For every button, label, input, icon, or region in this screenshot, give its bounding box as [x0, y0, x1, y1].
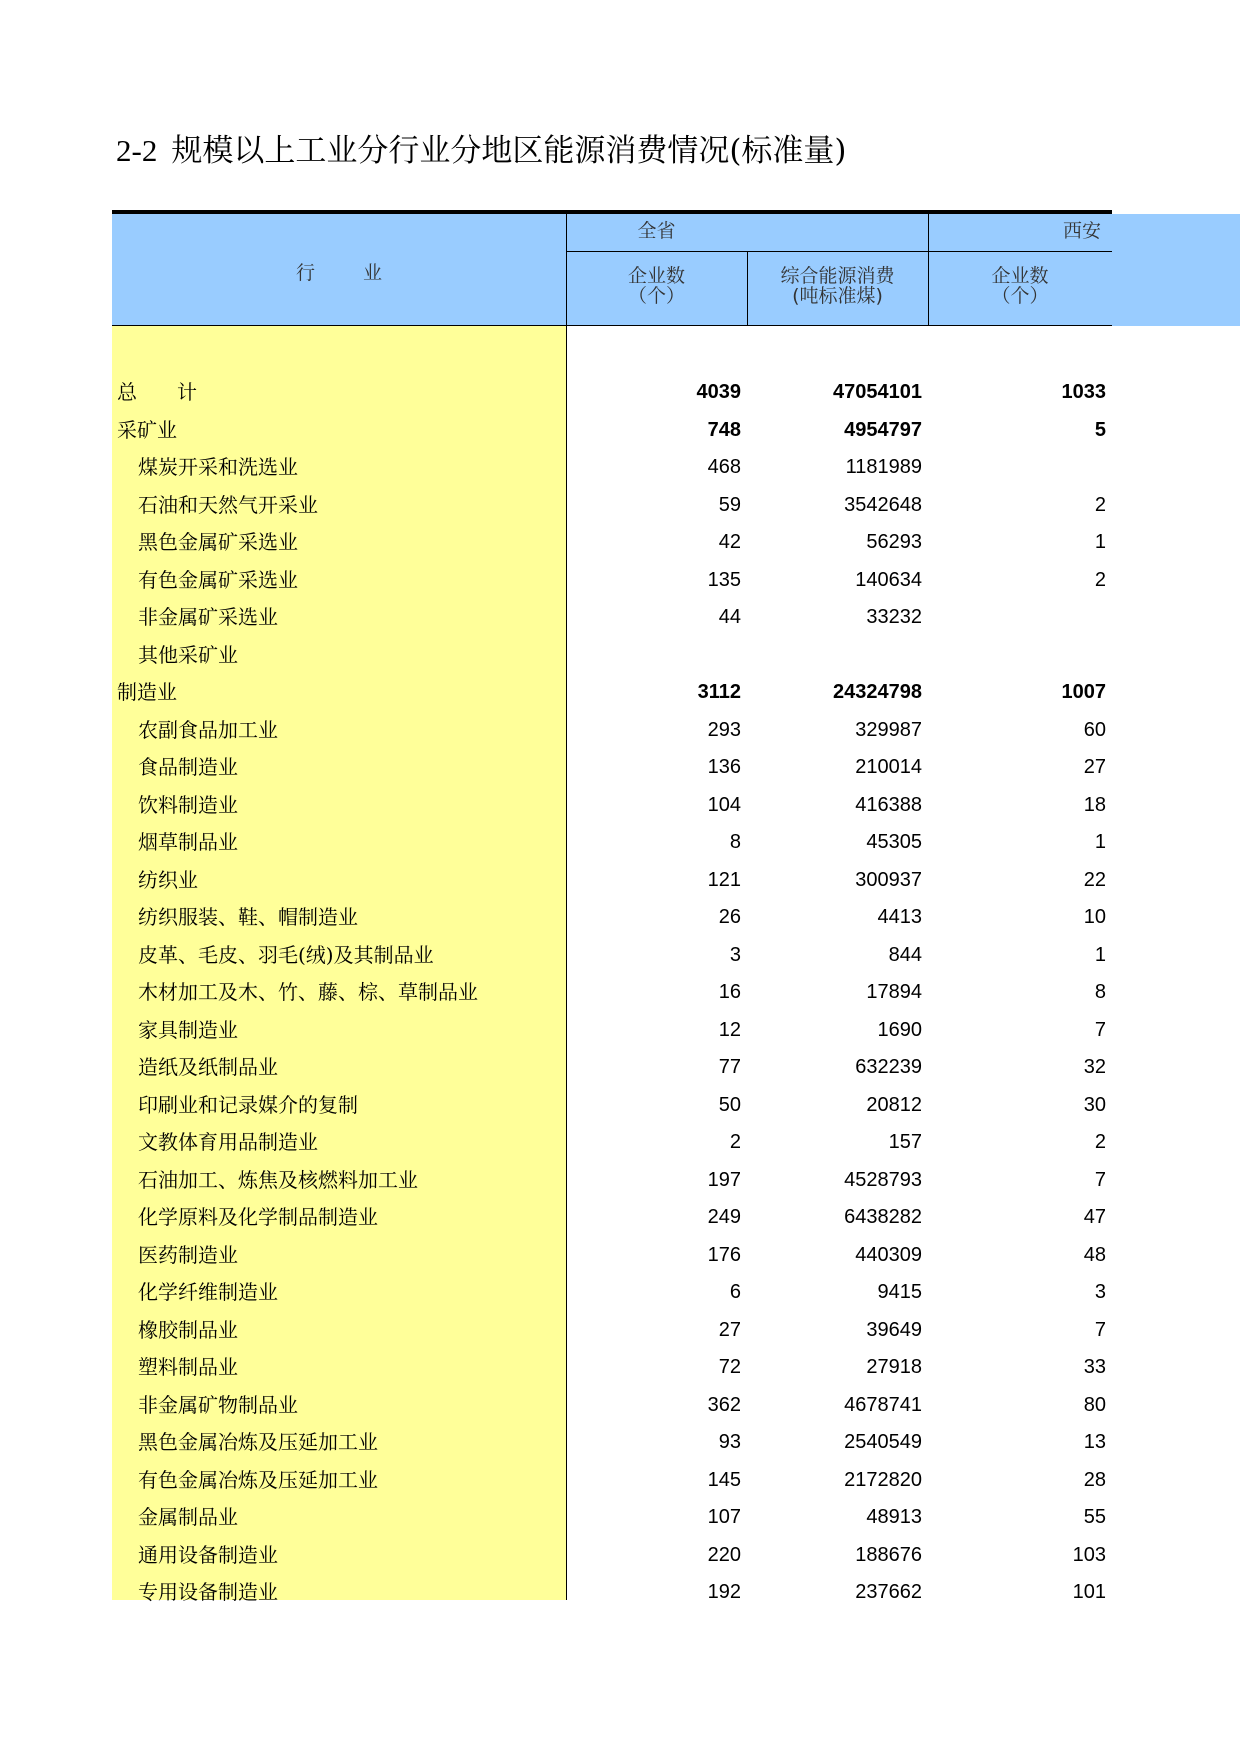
energy-value: 6438282: [844, 1206, 922, 1228]
enterprises-value: 107: [707, 1506, 741, 1528]
xian-enterprises-value: 103: [1072, 1543, 1106, 1566]
industry-name: 文教体育用品制造业: [138, 1130, 318, 1154]
enterprises-value: 135: [707, 568, 741, 591]
energy-value: 2540549: [844, 1431, 922, 1453]
xian-enterprises-value: 3: [1094, 1281, 1106, 1303]
industry-name: 化学纤维制造业: [138, 1280, 278, 1304]
enterprises-value: 3112: [697, 681, 741, 703]
energy-value: 39649: [866, 1318, 922, 1341]
enterprises-value: 249: [707, 1206, 741, 1228]
industry-name: 黑色金属冶炼及压延加工业: [138, 1430, 378, 1454]
enterprises-value: 293: [707, 718, 741, 741]
table-row: [112, 1537, 1112, 1574]
energy-value: 157: [888, 1131, 922, 1153]
energy-value: 24324798: [833, 681, 922, 703]
enterprises-value: 192: [707, 1581, 741, 1603]
xian-enterprises-value: 101: [1072, 1581, 1106, 1603]
energy-value: 20812: [866, 1093, 922, 1116]
xian-enterprises-value: 1007: [1061, 681, 1106, 703]
table-row: [112, 1237, 1112, 1274]
xian-enterprises-value: 27: [1083, 756, 1106, 778]
industry-name: 通用设备制造业: [138, 1542, 278, 1567]
xian-enterprises-value: 7: [1094, 1018, 1106, 1041]
enterprises-value: 220: [707, 1543, 741, 1566]
enterprises-value: 42: [718, 531, 741, 553]
enterprises-value: 50: [718, 1093, 741, 1116]
energy-value: 45305: [866, 831, 922, 853]
xian-enterprises-value: [928, 637, 1106, 674]
header-subdivider: [566, 251, 1112, 252]
enterprises-value: 4039: [696, 381, 741, 403]
xian-enterprises-label: 企业数: [991, 265, 1049, 287]
xian-enterprises-value: 48: [1083, 1243, 1106, 1266]
industry-name: 非金属矿物制品业: [138, 1392, 298, 1417]
xian-enterprises-value: 7: [1094, 1318, 1106, 1341]
energy-value: 4954797: [844, 418, 922, 441]
xian-enterprises-value: 22: [1083, 868, 1106, 891]
xian-enterprises-value: 32: [1083, 1056, 1106, 1078]
table-row: [112, 1199, 1112, 1236]
xian-enterprises-value: 30: [1083, 1093, 1106, 1116]
table-row: [112, 1312, 1112, 1349]
industry-name: 非金属矿采选业: [138, 605, 278, 629]
industry-name: 专用设备制造业: [138, 1580, 278, 1604]
industry-name: 烟草制品业: [138, 830, 238, 854]
xian-enterprises-value: 1: [1094, 943, 1106, 966]
region-whole-province: 全省: [637, 220, 676, 242]
energy-value: 56293: [866, 531, 922, 553]
industry-header-char-1: 行: [295, 262, 315, 284]
energy-unit: (吨标准煤): [792, 285, 883, 307]
energy-value: 844: [888, 943, 922, 966]
industry-name: 纺织业: [138, 867, 198, 892]
table-row: [112, 824, 1112, 861]
energy-value: 48913: [866, 1506, 922, 1528]
enterprises-value: 6: [729, 1281, 741, 1303]
xian-enterprises-value: [928, 599, 1106, 636]
table-title-text: 规模以上工业分行业分地区能源消费情况(标准量): [171, 133, 847, 169]
industry-name: 家具制造业: [138, 1017, 238, 1042]
enterprises-value: 145: [707, 1468, 741, 1491]
table-row: [112, 674, 1112, 711]
xian-enterprises-value: 8: [1094, 981, 1106, 1003]
enterprises-value: 72: [718, 1356, 741, 1378]
table-row: [112, 374, 1112, 411]
energy-value: 140634: [855, 568, 922, 591]
table-row: [112, 712, 1112, 749]
enterprises-value: 121: [707, 868, 741, 891]
industry-name: 饮料制造业: [138, 792, 238, 817]
table-row: [112, 1274, 1112, 1311]
enterprises-value: 3: [729, 943, 741, 966]
enterprises-value: 104: [707, 793, 741, 816]
industry-name: 塑料制品业: [138, 1355, 238, 1379]
table-row: [112, 562, 1112, 599]
table-row: [112, 412, 1112, 449]
energy-value: 4413: [877, 906, 922, 928]
industry-name: 橡胶制品业: [138, 1317, 238, 1342]
table-row: [112, 1424, 1112, 1461]
table-row: [112, 487, 1112, 524]
enterprises-value: [566, 637, 741, 674]
table-row: [112, 1012, 1112, 1049]
table-row: [112, 1574, 1112, 1611]
xian-enterprises-value: 13: [1083, 1431, 1106, 1453]
industry-name: 木材加工及木、竹、藤、棕、草制品业: [138, 980, 478, 1004]
energy-value: 47054101: [833, 381, 922, 403]
energy-label: 综合能源消费: [780, 265, 895, 287]
energy-value: 4678741: [844, 1393, 922, 1416]
energy-value: 1690: [877, 1018, 922, 1041]
table-row: [112, 449, 1112, 486]
xian-enterprises-value: 18: [1083, 793, 1106, 816]
enterprises-label: 企业数: [627, 265, 685, 287]
energy-value: 9415: [877, 1281, 922, 1303]
industry-name: 石油和天然气开采业: [138, 492, 318, 517]
energy-value: 1181989: [845, 456, 922, 478]
xian-enterprises-value: 33: [1083, 1356, 1106, 1378]
energy-value: 2172820: [844, 1468, 922, 1491]
enterprises-value: 8: [729, 831, 741, 853]
energy-value: 300937: [855, 868, 922, 891]
energy-value: 440309: [855, 1243, 922, 1266]
table-row: [112, 1462, 1112, 1499]
enterprises-value: 468: [707, 456, 741, 478]
xian-enterprises-value: 2: [1094, 1131, 1106, 1153]
industry-header-char-2: 业: [363, 262, 383, 284]
xian-enterprises-value: 2: [1094, 493, 1106, 516]
region-xian: [928, 221, 1112, 245]
xian-enterprises-value: 2: [1094, 568, 1106, 591]
enterprises-value: 77: [718, 1056, 741, 1078]
enterprises-value: 176: [707, 1243, 741, 1266]
energy-column-header: [747, 266, 928, 306]
page-title: [116, 125, 847, 170]
xian-enterprises-value: 47: [1083, 1206, 1106, 1228]
enterprises-value: 136: [707, 756, 741, 778]
table-row: [112, 1162, 1112, 1199]
table-row: [112, 749, 1112, 786]
table-row: [112, 1349, 1112, 1386]
table-row: [112, 637, 1112, 674]
industry-name: 造纸及纸制品业: [138, 1055, 278, 1079]
industry-name: 有色金属矿采选业: [138, 567, 298, 592]
table-row: [112, 974, 1112, 1011]
energy-value: 188676: [855, 1543, 922, 1566]
industry-name: 农副食品加工业: [138, 717, 278, 742]
industry-name: 石油加工、炼焦及核燃料加工业: [138, 1167, 418, 1192]
industry-name: 化学原料及化学制品制造业: [138, 1205, 378, 1229]
industry-name: 采矿业: [117, 417, 177, 442]
xian-enterprises-value: 1033: [1061, 381, 1106, 403]
energy-value: [747, 637, 922, 674]
enterprises-value: 2: [729, 1131, 741, 1153]
table-row: [112, 1124, 1112, 1161]
enterprises-value: 362: [707, 1393, 741, 1416]
enterprises-value: 27: [718, 1318, 741, 1341]
industry-name: 制造业: [117, 680, 177, 704]
energy-value: 237662: [855, 1581, 922, 1603]
table-header-extension: [1112, 214, 1240, 326]
table-row: [112, 787, 1112, 824]
page-right-margin: [1112, 326, 1240, 1754]
enterprises-value: 16: [718, 981, 741, 1003]
xian-enterprises-value: 60: [1083, 718, 1106, 741]
region-xian-label: 西安: [1062, 221, 1101, 242]
industry-name: 总 计: [117, 380, 197, 404]
energy-value: 632239: [855, 1056, 922, 1078]
energy-value: 17894: [866, 981, 922, 1003]
energy-value: 4528793: [844, 1168, 922, 1191]
industry-name: 其他采矿业: [138, 642, 238, 667]
table-row: [112, 937, 1112, 974]
industry-name: 金属制品业: [138, 1505, 238, 1529]
enterprises-value: 197: [707, 1168, 741, 1191]
xian-enterprises-value: 1: [1094, 831, 1106, 853]
xian-enterprises-value: 80: [1083, 1393, 1106, 1416]
xian-enterprises-value: 55: [1083, 1506, 1106, 1528]
table-row: [112, 1387, 1112, 1424]
industry-name: 黑色金属矿采选业: [138, 530, 298, 554]
table-number: 2-2: [116, 133, 158, 168]
enterprises-unit: （个）: [627, 285, 685, 307]
xian-enterprises-value: 7: [1094, 1168, 1106, 1191]
table-row: [112, 1087, 1112, 1124]
enterprises-value: 26: [718, 906, 741, 928]
xian-enterprises-column-header: [928, 266, 1112, 306]
industry-name: 医药制造业: [138, 1242, 238, 1267]
enterprises-column-header: [566, 266, 747, 306]
xian-enterprises-value: 28: [1083, 1468, 1106, 1491]
enterprises-value: 93: [718, 1431, 741, 1453]
enterprises-value: 12: [718, 1018, 741, 1041]
table-row: [112, 899, 1112, 936]
industry-name: 有色金属冶炼及压延加工业: [138, 1467, 378, 1492]
table-row: [112, 1499, 1112, 1536]
xian-enterprises-unit: （个）: [991, 285, 1049, 307]
enterprises-value: 748: [707, 418, 741, 441]
table-row: [112, 524, 1112, 561]
energy-value: 33232: [866, 606, 922, 628]
industry-name: 印刷业和记录媒介的复制: [138, 1092, 358, 1117]
industry-name: 煤炭开采和洗选业: [138, 455, 298, 479]
energy-value: 27918: [866, 1356, 922, 1378]
industry-name: 食品制造业: [138, 755, 238, 779]
energy-value: 3542648: [844, 493, 922, 516]
enterprises-value: 44: [718, 606, 741, 628]
table-row: [112, 1049, 1112, 1086]
xian-enterprises-value: 5: [1094, 418, 1106, 441]
table-row: [112, 862, 1112, 899]
xian-enterprises-value: 10: [1083, 906, 1106, 928]
table-row: [112, 599, 1112, 636]
energy-value: 210014: [855, 756, 922, 778]
xian-enterprises-value: 1: [1094, 531, 1106, 553]
enterprises-value: 59: [718, 493, 741, 516]
energy-value: 329987: [855, 718, 922, 741]
industry-column-header: [112, 258, 566, 285]
industry-name: 皮革、毛皮、羽毛(绒)及其制品业: [138, 942, 434, 967]
xian-enterprises-value: [928, 449, 1106, 486]
industry-name: 纺织服装、鞋、帽制造业: [138, 905, 358, 929]
energy-value: 416388: [855, 793, 922, 816]
